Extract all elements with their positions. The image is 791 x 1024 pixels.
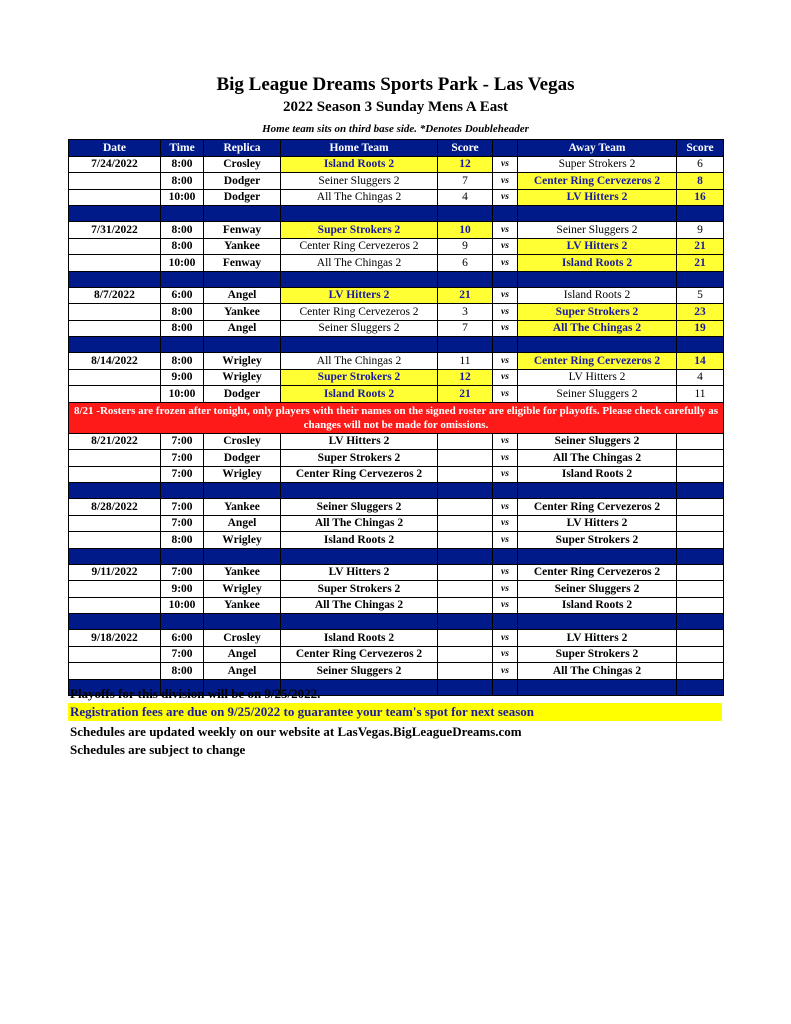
game-replica: Angel bbox=[204, 515, 281, 532]
game-replica: Wrigley bbox=[204, 369, 281, 386]
home-score: 21 bbox=[438, 386, 493, 403]
away-score: 23 bbox=[677, 304, 724, 321]
away-score: 5 bbox=[677, 287, 724, 304]
vs-label: vs bbox=[493, 255, 518, 272]
game-replica: Wrigley bbox=[204, 581, 281, 598]
home-team: All The Chingas 2 bbox=[281, 515, 438, 532]
away-score: 19 bbox=[677, 320, 724, 337]
home-team: Seiner Sluggers 2 bbox=[281, 320, 438, 337]
home-score bbox=[438, 433, 493, 450]
game-date bbox=[69, 386, 161, 403]
roster-notice: 8/21 -Rosters are frozen after tonight, only players with their names on the signed roster are eligible for playoffs. Please check carefully as changes will not be made for omissions. bbox=[69, 402, 724, 433]
game-replica: Angel bbox=[204, 663, 281, 680]
away-team: Center Ring Cervezeros 2 bbox=[518, 353, 677, 370]
game-time: 7:00 bbox=[161, 646, 204, 663]
game-time: 10:00 bbox=[161, 189, 204, 206]
game-replica: Dodger bbox=[204, 386, 281, 403]
vs-label: vs bbox=[493, 320, 518, 337]
separator-cell bbox=[493, 548, 518, 564]
column-header-home-score: Score bbox=[438, 140, 493, 157]
game-replica: Yankee bbox=[204, 597, 281, 614]
game-date bbox=[69, 450, 161, 467]
table-row bbox=[69, 320, 724, 337]
game-date bbox=[69, 255, 161, 272]
game-date: 8/21/2022 bbox=[69, 433, 161, 450]
separator-cell bbox=[677, 614, 724, 630]
game-time: 9:00 bbox=[161, 581, 204, 598]
home-score: 21 bbox=[438, 287, 493, 304]
home-team: Center Ring Cervezeros 2 bbox=[281, 466, 438, 483]
separator-cell bbox=[493, 271, 518, 287]
away-score bbox=[677, 581, 724, 598]
away-team: All The Chingas 2 bbox=[518, 663, 677, 680]
game-time: 7:00 bbox=[161, 433, 204, 450]
game-time: 6:00 bbox=[161, 287, 204, 304]
away-team: LV Hitters 2 bbox=[518, 369, 677, 386]
home-team: Super Strokers 2 bbox=[281, 450, 438, 467]
home-team: Seiner Sluggers 2 bbox=[281, 663, 438, 680]
separator-cell bbox=[281, 337, 438, 353]
separator-cell bbox=[204, 271, 281, 287]
week-separator bbox=[69, 483, 724, 499]
game-replica: Yankee bbox=[204, 499, 281, 516]
away-team: Super Strokers 2 bbox=[518, 156, 677, 173]
away-team: All The Chingas 2 bbox=[518, 450, 677, 467]
vs-label: vs bbox=[493, 353, 518, 370]
away-team: Island Roots 2 bbox=[518, 597, 677, 614]
away-team: Island Roots 2 bbox=[518, 287, 677, 304]
game-time: 7:00 bbox=[161, 450, 204, 467]
home-team: Seiner Sluggers 2 bbox=[281, 499, 438, 516]
table-row bbox=[69, 499, 724, 516]
home-score bbox=[438, 646, 493, 663]
home-team: Center Ring Cervezeros 2 bbox=[281, 646, 438, 663]
vs-label: vs bbox=[493, 564, 518, 581]
home-score: 6 bbox=[438, 255, 493, 272]
table-row bbox=[69, 433, 724, 450]
home-team: All The Chingas 2 bbox=[281, 353, 438, 370]
table-row bbox=[69, 189, 724, 206]
separator-cell bbox=[204, 483, 281, 499]
separator-cell bbox=[677, 483, 724, 499]
separator-cell bbox=[281, 271, 438, 287]
separator-cell bbox=[493, 483, 518, 499]
game-date bbox=[69, 581, 161, 598]
home-score: 12 bbox=[438, 156, 493, 173]
separator-cell bbox=[161, 483, 204, 499]
separator-cell bbox=[69, 483, 161, 499]
game-date: 7/31/2022 bbox=[69, 222, 161, 239]
game-replica: Dodger bbox=[204, 450, 281, 467]
table-row bbox=[69, 450, 724, 467]
game-date: 9/11/2022 bbox=[69, 564, 161, 581]
home-team: All The Chingas 2 bbox=[281, 255, 438, 272]
home-team: Super Strokers 2 bbox=[281, 369, 438, 386]
table-row bbox=[69, 222, 724, 239]
separator-cell bbox=[493, 206, 518, 222]
separator-cell bbox=[204, 614, 281, 630]
game-date bbox=[69, 369, 161, 386]
vs-label: vs bbox=[493, 156, 518, 173]
vs-label: vs bbox=[493, 532, 518, 549]
away-score: 11 bbox=[677, 386, 724, 403]
column-header-replica: Replica bbox=[204, 140, 281, 157]
table-row bbox=[69, 287, 724, 304]
vs-label: vs bbox=[493, 630, 518, 647]
home-team: Island Roots 2 bbox=[281, 532, 438, 549]
home-score: 9 bbox=[438, 238, 493, 255]
home-score bbox=[438, 499, 493, 516]
away-score bbox=[677, 646, 724, 663]
separator-cell bbox=[161, 337, 204, 353]
week-separator bbox=[69, 614, 724, 630]
away-team: LV Hitters 2 bbox=[518, 515, 677, 532]
separator-cell bbox=[161, 206, 204, 222]
game-date bbox=[69, 238, 161, 255]
away-score: 21 bbox=[677, 238, 724, 255]
column-header-time: Time bbox=[161, 140, 204, 157]
home-team: All The Chingas 2 bbox=[281, 597, 438, 614]
away-score: 8 bbox=[677, 173, 724, 190]
game-replica: Crosley bbox=[204, 156, 281, 173]
table-row bbox=[69, 597, 724, 614]
separator-cell bbox=[518, 679, 677, 695]
separator-cell bbox=[281, 614, 438, 630]
away-team: Center Ring Cervezeros 2 bbox=[518, 173, 677, 190]
away-score bbox=[677, 515, 724, 532]
separator-cell bbox=[677, 271, 724, 287]
home-score bbox=[438, 597, 493, 614]
separator-cell bbox=[204, 548, 281, 564]
separator-cell bbox=[438, 614, 493, 630]
game-time: 7:00 bbox=[161, 466, 204, 483]
table-header-row bbox=[69, 140, 724, 157]
separator-cell bbox=[438, 206, 493, 222]
vs-label: vs bbox=[493, 287, 518, 304]
separator-cell bbox=[518, 614, 677, 630]
home-team: LV Hitters 2 bbox=[281, 564, 438, 581]
away-team: Super Strokers 2 bbox=[518, 646, 677, 663]
home-score: 11 bbox=[438, 353, 493, 370]
vs-label: vs bbox=[493, 597, 518, 614]
home-score bbox=[438, 564, 493, 581]
column-header-date: Date bbox=[69, 140, 161, 157]
vs-label: vs bbox=[493, 466, 518, 483]
away-score: 9 bbox=[677, 222, 724, 239]
vs-label: vs bbox=[493, 189, 518, 206]
separator-cell bbox=[518, 483, 677, 499]
home-team: All The Chingas 2 bbox=[281, 189, 438, 206]
game-replica: Yankee bbox=[204, 564, 281, 581]
column-header-away-score: Score bbox=[677, 140, 724, 157]
schedule-table bbox=[68, 139, 724, 696]
game-date: 8/28/2022 bbox=[69, 499, 161, 516]
game-replica: Fenway bbox=[204, 222, 281, 239]
away-team: LV Hitters 2 bbox=[518, 630, 677, 647]
separator-cell bbox=[677, 548, 724, 564]
separator-cell bbox=[438, 337, 493, 353]
away-score: 14 bbox=[677, 353, 724, 370]
home-score: 4 bbox=[438, 189, 493, 206]
away-team: Seiner Sluggers 2 bbox=[518, 433, 677, 450]
table-row bbox=[69, 630, 724, 647]
away-score: 21 bbox=[677, 255, 724, 272]
vs-label: vs bbox=[493, 173, 518, 190]
column-header-away-team: Away Team bbox=[518, 140, 677, 157]
away-team: LV Hitters 2 bbox=[518, 238, 677, 255]
game-replica: Wrigley bbox=[204, 466, 281, 483]
home-team: LV Hitters 2 bbox=[281, 287, 438, 304]
game-time: 6:00 bbox=[161, 630, 204, 647]
separator-cell bbox=[518, 206, 677, 222]
schedule-note: Home team sits on third base side. *Denotes Doubleheader bbox=[262, 123, 529, 135]
website-note: Schedules are updated weekly on our website at LasVegas.BigLeagueDreams.com bbox=[70, 724, 522, 739]
separator-cell bbox=[69, 548, 161, 564]
game-time: 8:00 bbox=[161, 304, 204, 321]
game-date: 8/14/2022 bbox=[69, 353, 161, 370]
game-date bbox=[69, 304, 161, 321]
table-row bbox=[69, 532, 724, 549]
away-team: Super Strokers 2 bbox=[518, 532, 677, 549]
separator-cell bbox=[438, 548, 493, 564]
vs-label: vs bbox=[493, 369, 518, 386]
vs-label: vs bbox=[493, 238, 518, 255]
table-row bbox=[69, 386, 724, 403]
game-replica: Fenway bbox=[204, 255, 281, 272]
game-replica: Wrigley bbox=[204, 353, 281, 370]
game-time: 10:00 bbox=[161, 597, 204, 614]
game-time: 8:00 bbox=[161, 320, 204, 337]
separator-cell bbox=[161, 548, 204, 564]
game-replica: Yankee bbox=[204, 304, 281, 321]
separator-cell bbox=[438, 679, 493, 695]
game-time: 7:00 bbox=[161, 515, 204, 532]
game-time: 7:00 bbox=[161, 499, 204, 516]
game-time: 8:00 bbox=[161, 156, 204, 173]
away-score bbox=[677, 499, 724, 516]
away-score: 16 bbox=[677, 189, 724, 206]
separator-cell bbox=[281, 483, 438, 499]
game-date bbox=[69, 173, 161, 190]
game-time: 8:00 bbox=[161, 173, 204, 190]
roster-notice-row bbox=[69, 402, 724, 433]
game-date bbox=[69, 597, 161, 614]
table-row bbox=[69, 564, 724, 581]
away-score: 6 bbox=[677, 156, 724, 173]
vs-label: vs bbox=[493, 386, 518, 403]
game-date: 9/18/2022 bbox=[69, 630, 161, 647]
separator-cell bbox=[69, 337, 161, 353]
game-replica: Dodger bbox=[204, 173, 281, 190]
away-team: Island Roots 2 bbox=[518, 255, 677, 272]
vs-label: vs bbox=[493, 646, 518, 663]
separator-cell bbox=[493, 337, 518, 353]
separator-cell bbox=[281, 548, 438, 564]
away-team: LV Hitters 2 bbox=[518, 189, 677, 206]
separator-cell bbox=[438, 271, 493, 287]
separator-cell bbox=[677, 337, 724, 353]
vs-label: vs bbox=[493, 515, 518, 532]
home-team: Super Strokers 2 bbox=[281, 581, 438, 598]
away-team: All The Chingas 2 bbox=[518, 320, 677, 337]
away-score: 4 bbox=[677, 369, 724, 386]
separator-cell bbox=[518, 337, 677, 353]
separator-cell bbox=[69, 206, 161, 222]
table-row bbox=[69, 515, 724, 532]
week-separator bbox=[69, 337, 724, 353]
table-row bbox=[69, 353, 724, 370]
home-team: Center Ring Cervezeros 2 bbox=[281, 238, 438, 255]
game-time: 7:00 bbox=[161, 564, 204, 581]
home-team: Seiner Sluggers 2 bbox=[281, 173, 438, 190]
game-time: 8:00 bbox=[161, 238, 204, 255]
separator-cell bbox=[204, 337, 281, 353]
vs-label: vs bbox=[493, 663, 518, 680]
vs-label: vs bbox=[493, 499, 518, 516]
separator-cell bbox=[161, 271, 204, 287]
home-score bbox=[438, 466, 493, 483]
away-score bbox=[677, 532, 724, 549]
home-score: 7 bbox=[438, 173, 493, 190]
home-team: Island Roots 2 bbox=[281, 630, 438, 647]
away-team: Center Ring Cervezeros 2 bbox=[518, 499, 677, 516]
separator-cell bbox=[677, 679, 724, 695]
table-row bbox=[69, 156, 724, 173]
away-score bbox=[677, 466, 724, 483]
separator-cell bbox=[69, 614, 161, 630]
away-team: Super Strokers 2 bbox=[518, 304, 677, 321]
away-team: Seiner Sluggers 2 bbox=[518, 222, 677, 239]
game-replica: Dodger bbox=[204, 189, 281, 206]
home-score: 10 bbox=[438, 222, 493, 239]
game-time: 8:00 bbox=[161, 222, 204, 239]
table-row bbox=[69, 466, 724, 483]
home-team: LV Hitters 2 bbox=[281, 433, 438, 450]
home-score bbox=[438, 450, 493, 467]
playoffs-note: Playoffs for this division will be on 9/25/2022. bbox=[70, 686, 321, 701]
away-score bbox=[677, 663, 724, 680]
game-time: 8:00 bbox=[161, 532, 204, 549]
away-team: Seiner Sluggers 2 bbox=[518, 386, 677, 403]
vs-label: vs bbox=[493, 304, 518, 321]
separator-cell bbox=[438, 483, 493, 499]
table-row bbox=[69, 255, 724, 272]
home-score bbox=[438, 663, 493, 680]
game-date bbox=[69, 189, 161, 206]
game-date bbox=[69, 646, 161, 663]
vs-label: vs bbox=[493, 450, 518, 467]
table-row bbox=[69, 173, 724, 190]
away-team: Island Roots 2 bbox=[518, 466, 677, 483]
vs-label: vs bbox=[493, 581, 518, 598]
home-score bbox=[438, 581, 493, 598]
game-replica: Angel bbox=[204, 287, 281, 304]
change-note: Schedules are subject to change bbox=[70, 742, 246, 757]
game-replica: Wrigley bbox=[204, 532, 281, 549]
home-score: 12 bbox=[438, 369, 493, 386]
week-separator bbox=[69, 548, 724, 564]
separator-cell bbox=[518, 548, 677, 564]
home-score: 3 bbox=[438, 304, 493, 321]
home-score bbox=[438, 630, 493, 647]
table-row bbox=[69, 581, 724, 598]
week-separator bbox=[69, 206, 724, 222]
game-time: 10:00 bbox=[161, 255, 204, 272]
home-team: Island Roots 2 bbox=[281, 156, 438, 173]
game-replica: Crosley bbox=[204, 433, 281, 450]
home-score: 7 bbox=[438, 320, 493, 337]
separator-cell bbox=[518, 271, 677, 287]
game-time: 9:00 bbox=[161, 369, 204, 386]
away-score bbox=[677, 630, 724, 647]
away-team: Center Ring Cervezeros 2 bbox=[518, 564, 677, 581]
game-date bbox=[69, 515, 161, 532]
game-date bbox=[69, 320, 161, 337]
away-score bbox=[677, 564, 724, 581]
home-score bbox=[438, 515, 493, 532]
separator-cell bbox=[281, 206, 438, 222]
game-time: 8:00 bbox=[161, 663, 204, 680]
vs-label: vs bbox=[493, 433, 518, 450]
away-team: Seiner Sluggers 2 bbox=[518, 581, 677, 598]
game-replica: Crosley bbox=[204, 630, 281, 647]
page-title: Big League Dreams Sports Park - Las Vegas bbox=[216, 74, 575, 95]
separator-cell bbox=[161, 614, 204, 630]
home-score bbox=[438, 532, 493, 549]
game-date bbox=[69, 466, 161, 483]
away-score bbox=[677, 450, 724, 467]
separator-cell bbox=[69, 271, 161, 287]
game-replica: Angel bbox=[204, 320, 281, 337]
column-header-home-team: Home Team bbox=[281, 140, 438, 157]
game-replica: Yankee bbox=[204, 238, 281, 255]
game-date: 7/24/2022 bbox=[69, 156, 161, 173]
game-date bbox=[69, 532, 161, 549]
game-time: 10:00 bbox=[161, 386, 204, 403]
table-row bbox=[69, 663, 724, 680]
away-score bbox=[677, 597, 724, 614]
separator-cell bbox=[204, 206, 281, 222]
home-team: Super Strokers 2 bbox=[281, 222, 438, 239]
table-row bbox=[69, 304, 724, 321]
home-team: Island Roots 2 bbox=[281, 386, 438, 403]
table-row bbox=[69, 369, 724, 386]
separator-cell bbox=[493, 614, 518, 630]
table-row bbox=[69, 646, 724, 663]
away-score bbox=[677, 433, 724, 450]
separator-cell bbox=[677, 206, 724, 222]
game-replica: Angel bbox=[204, 646, 281, 663]
game-date: 8/7/2022 bbox=[69, 287, 161, 304]
vs-label: vs bbox=[493, 222, 518, 239]
game-date bbox=[69, 663, 161, 680]
week-separator bbox=[69, 271, 724, 287]
game-time: 8:00 bbox=[161, 353, 204, 370]
column-header-vs bbox=[493, 140, 518, 157]
separator-cell bbox=[493, 679, 518, 695]
table-row bbox=[69, 238, 724, 255]
home-team: Center Ring Cervezeros 2 bbox=[281, 304, 438, 321]
page-subtitle: 2022 Season 3 Sunday Mens A East bbox=[282, 99, 509, 115]
registration-note: Registration fees are due on 9/25/2022 to guarantee your team's spot for next season bbox=[68, 703, 722, 721]
